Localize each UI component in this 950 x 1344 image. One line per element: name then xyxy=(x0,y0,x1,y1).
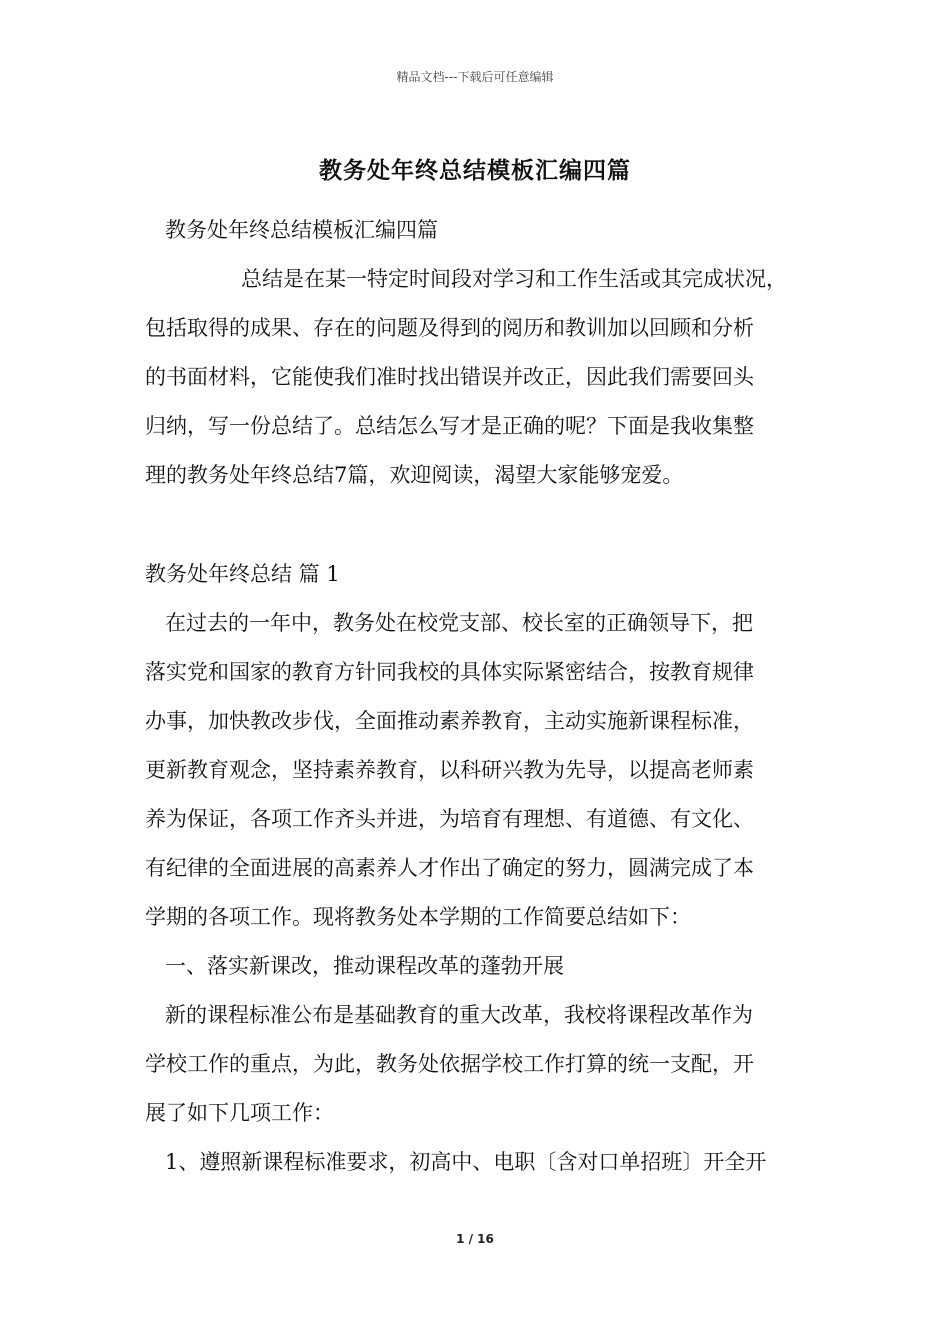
paragraph-line: 展了如下几项工作： xyxy=(145,1101,334,1125)
paragraph-line: 学校工作的重点，为此，教务处依据学校工作打算的统一支配，开 xyxy=(145,1052,754,1076)
intro-line: 总结是在某一特定时间段对学习和工作生活或其完成状况， xyxy=(241,267,787,291)
list-item: 1、遵照新课程标准要求，初高中、电职〔含对口单招班〕开全开 xyxy=(165,1150,767,1174)
document-body xyxy=(145,206,815,1187)
intro-line: 理的教务处年终总结7篇，欢迎阅读，渴望大家能够宠爱。 xyxy=(145,463,684,487)
intro-line: 的书面材料，它能使我们准时找出错误并改正，因此我们需要回头 xyxy=(145,365,754,389)
paragraph-line: 养为保证，各项工作齐头并进，为培育有理想、有道德、有文化、 xyxy=(145,807,754,831)
paragraph-line: 办事，加快教改步伐，全面推动素养教育，主动实施新课程标准， xyxy=(145,709,754,733)
paragraph-line: 新的课程标准公布是基础教育的重大改革，我校将课程改革作为 xyxy=(165,1003,753,1027)
document-subtitle: 教务处年终总结模板汇编四篇 xyxy=(165,218,438,242)
paragraph-line: 有纪律的全面进展的高素养人才作出了确定的努力，圆满完成了本 xyxy=(145,856,754,880)
paragraph-line: 学期的各项工作。现将教务处本学期的工作简要总结如下： xyxy=(145,905,691,929)
paragraph-line: 更新教育观念，坚持素养教育，以科研兴教为先导，以提高老师素 xyxy=(145,758,754,782)
subsection-heading: 一、落实新课改，推动课程改革的蓬勃开展 xyxy=(165,954,564,978)
paragraph-line: 落实党和国家的教育方针同我校的具体实际紧密结合，按教育规律 xyxy=(145,660,754,684)
page-header: 精品文档---下载后可任意编辑 xyxy=(396,70,554,84)
blank-line xyxy=(145,500,815,550)
paragraph-line: 在过去的一年中，教务处在校党支部、校长室的正确领导下，把 xyxy=(165,611,753,635)
intro-line: 包括取得的成果、存在的问题及得到的阅历和教训加以回顾和分析 xyxy=(145,316,754,340)
section-heading: 教务处年终总结 篇 1 xyxy=(145,562,340,586)
intro-line: 归纳，写一份总结了。总结怎么写才是正确的呢？下面是我收集整 xyxy=(145,414,754,438)
document-title: 教务处年终总结模板汇编四篇 xyxy=(319,158,631,184)
page-number: 1 / 16 xyxy=(456,1232,494,1246)
